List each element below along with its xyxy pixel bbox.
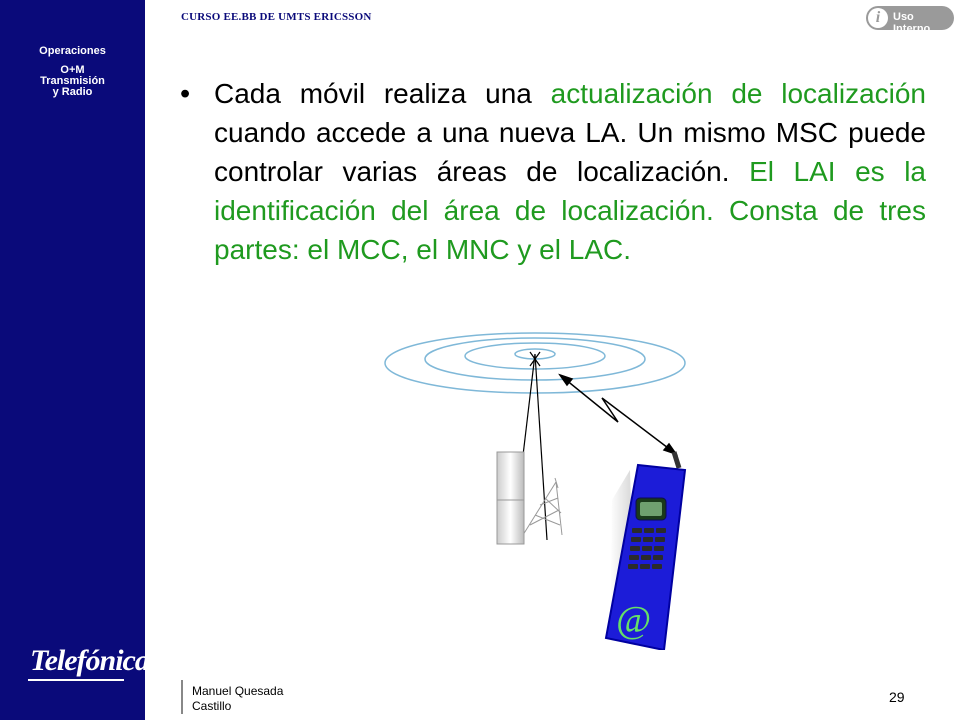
uso-interno-badge (866, 6, 954, 35)
sidebar-subtitle-radio: y Radio (52, 86, 93, 98)
bullet-marker: • (180, 78, 191, 110)
footer-divider (181, 680, 183, 714)
sidebar-subtitle-transmision: Transmisión (40, 75, 105, 87)
small-tower-icon (523, 478, 562, 535)
text-segment-2: cuando accede a una nueva LA. Un mismo MSC puede controlar varias áreas de localización. (214, 117, 926, 187)
telefonica-logo: Telefónica (30, 644, 149, 677)
sidebar-title: Operaciones (39, 45, 106, 57)
author-name: Manuel Quesada (192, 684, 284, 698)
badge-label: Uso Interno (893, 11, 931, 35)
mobile-phone-icon (606, 452, 685, 650)
author-surname: Castillo (192, 699, 232, 713)
text-highlight-1: actualización de localización (550, 78, 927, 109)
text-highlight-2: El LAI es la identificación del área de localización. Consta de tres partes: el MCC, el MNC y el LAC. (214, 156, 926, 265)
body-paragraph (214, 74, 926, 269)
location-update-diagram (380, 330, 710, 650)
info-icon: i (868, 8, 888, 28)
sidebar-subtitle-om: O+M (60, 64, 85, 76)
text-segment-1: Cada móvil realiza una (214, 78, 551, 109)
cabinet-icon (497, 452, 524, 544)
sidebar (0, 0, 145, 720)
phone-brand-label: @ (616, 599, 651, 641)
logo-underline (28, 679, 124, 681)
course-header: CURSO EE.BB DE UMTS ERICSSON (181, 11, 372, 23)
footer-author (192, 684, 283, 714)
page-number: 29 (889, 689, 905, 705)
radio-link-icon (560, 375, 676, 454)
